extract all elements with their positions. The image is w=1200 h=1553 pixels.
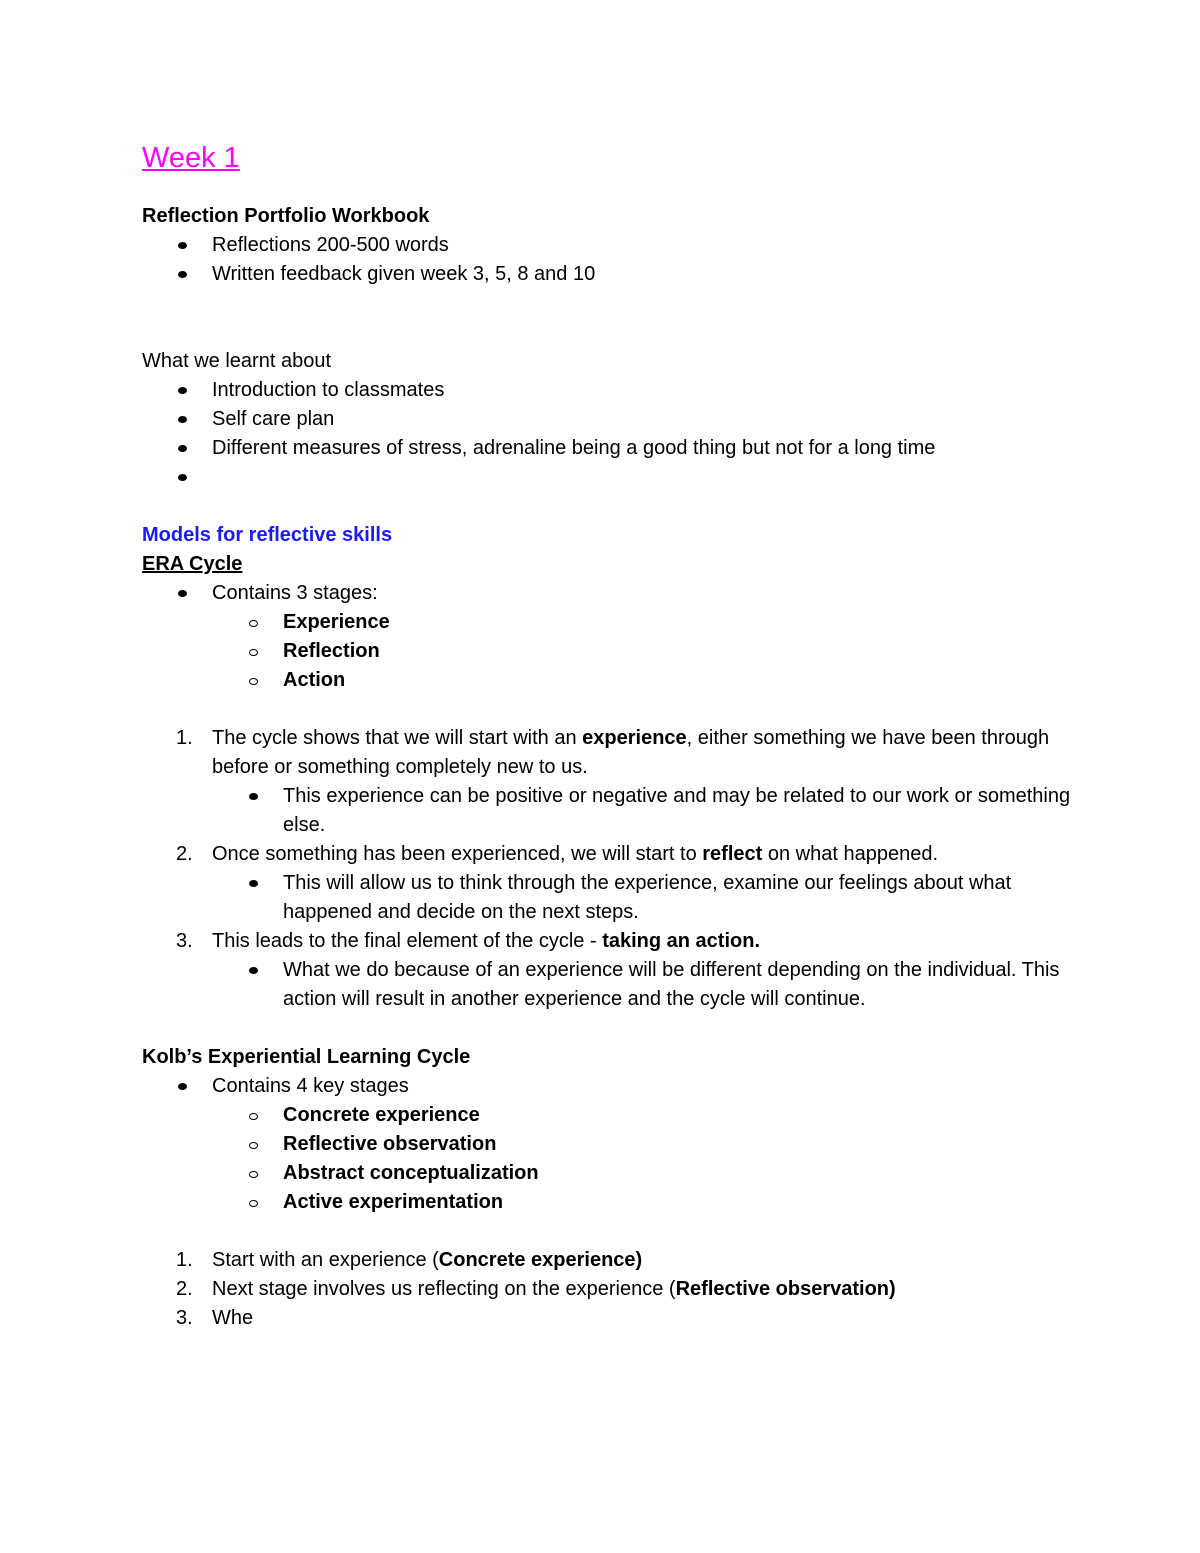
- list-item-empty: [142, 463, 1072, 492]
- numbered-item: 3. This leads to the final element of the cycle - taking an action.: [142, 927, 1072, 956]
- list-item: Reflection: [142, 637, 1072, 666]
- item-number: 3.: [176, 1307, 193, 1329]
- learnt-bullet-list: [142, 376, 1072, 492]
- hollow-bullet-icon: [249, 620, 258, 627]
- section-heading-workbook: Reflection Portfolio Workbook: [142, 205, 430, 227]
- bullet-icon: [178, 445, 187, 452]
- bullet-icon: [178, 242, 187, 249]
- bullet-icon: [178, 387, 187, 394]
- era-stages-list: [142, 579, 1072, 695]
- kolb-stages-list: [142, 1072, 1072, 1217]
- kolb-steps-list: [142, 1246, 1072, 1333]
- bullet-icon: [249, 967, 258, 974]
- numbered-item: 2. Once something has been experienced, we will start to reflect on what happened.: [142, 840, 1072, 869]
- list-item: This experience can be positive or negative and may be related to our work or something else.: [142, 782, 1072, 840]
- hollow-bullet-icon: [249, 1200, 258, 1207]
- list-item: Written feedback given week 3, 5, 8 and 10: [142, 260, 1072, 289]
- numbered-item: 3. Whe: [142, 1304, 1072, 1333]
- numbered-item: 1. The cycle shows that we will start with an experience, either something we have been through before or something completely new to us.: [142, 724, 1072, 782]
- list-item: Action: [142, 666, 1072, 695]
- list-item: What we do because of an experience will be different depending on the individual. This action will result in another experience and the cycle will continue.: [142, 956, 1072, 1014]
- bullet-icon: [178, 271, 187, 278]
- list-item: Contains 4 key stages: [142, 1072, 1072, 1101]
- item-number: 2.: [176, 1278, 193, 1300]
- numbered-item: 2. Next stage involves us reflecting on the experience (Reflective observation): [142, 1275, 1072, 1304]
- list-item: This will allow us to think through the experience, examine our feelings about what happened and decide on the next steps.: [142, 869, 1072, 927]
- numbered-item: 1. Start with an experience (Concrete experience): [142, 1246, 1072, 1275]
- document-page: [142, 138, 1072, 1333]
- bullet-icon: [178, 1083, 187, 1090]
- workbook-bullet-list: [142, 231, 1072, 289]
- era-steps-list: [142, 724, 1072, 1014]
- bullet-icon: [178, 590, 187, 597]
- hollow-bullet-icon: [249, 678, 258, 685]
- list-item: Reflections 200-500 words: [142, 231, 1072, 260]
- page-title: Week 1: [142, 142, 240, 174]
- hollow-bullet-icon: [249, 1142, 258, 1149]
- list-item: Experience: [142, 608, 1072, 637]
- item-number: 1.: [176, 727, 193, 749]
- item-number: 1.: [176, 1249, 193, 1271]
- hollow-bullet-icon: [249, 1171, 258, 1178]
- list-item: Introduction to classmates: [142, 376, 1072, 405]
- item-number: 3.: [176, 930, 193, 952]
- list-item: Self care plan: [142, 405, 1072, 434]
- bullet-icon: [178, 416, 187, 423]
- list-item: Reflective observation: [142, 1130, 1072, 1159]
- hollow-bullet-icon: [249, 1113, 258, 1120]
- bullet-icon: [249, 880, 258, 887]
- list-item: Concrete experience: [142, 1101, 1072, 1130]
- bullet-icon: [249, 793, 258, 800]
- era-cycle-heading: ERA Cycle: [142, 553, 243, 575]
- hollow-bullet-icon: [249, 649, 258, 656]
- kolb-cycle-heading: Kolb’s Experiential Learning Cycle: [142, 1046, 471, 1068]
- bullet-icon: [178, 474, 187, 481]
- models-heading: Models for reflective skills: [142, 524, 393, 546]
- list-item: Active experimentation: [142, 1188, 1072, 1217]
- item-number: 2.: [176, 843, 193, 865]
- list-item: Different measures of stress, adrenaline being a good thing but not for a long time: [142, 434, 1072, 463]
- list-item: Contains 3 stages:: [142, 579, 1072, 608]
- section-heading-learnt: What we learnt about: [142, 350, 331, 372]
- list-item: Abstract conceptualization: [142, 1159, 1072, 1188]
